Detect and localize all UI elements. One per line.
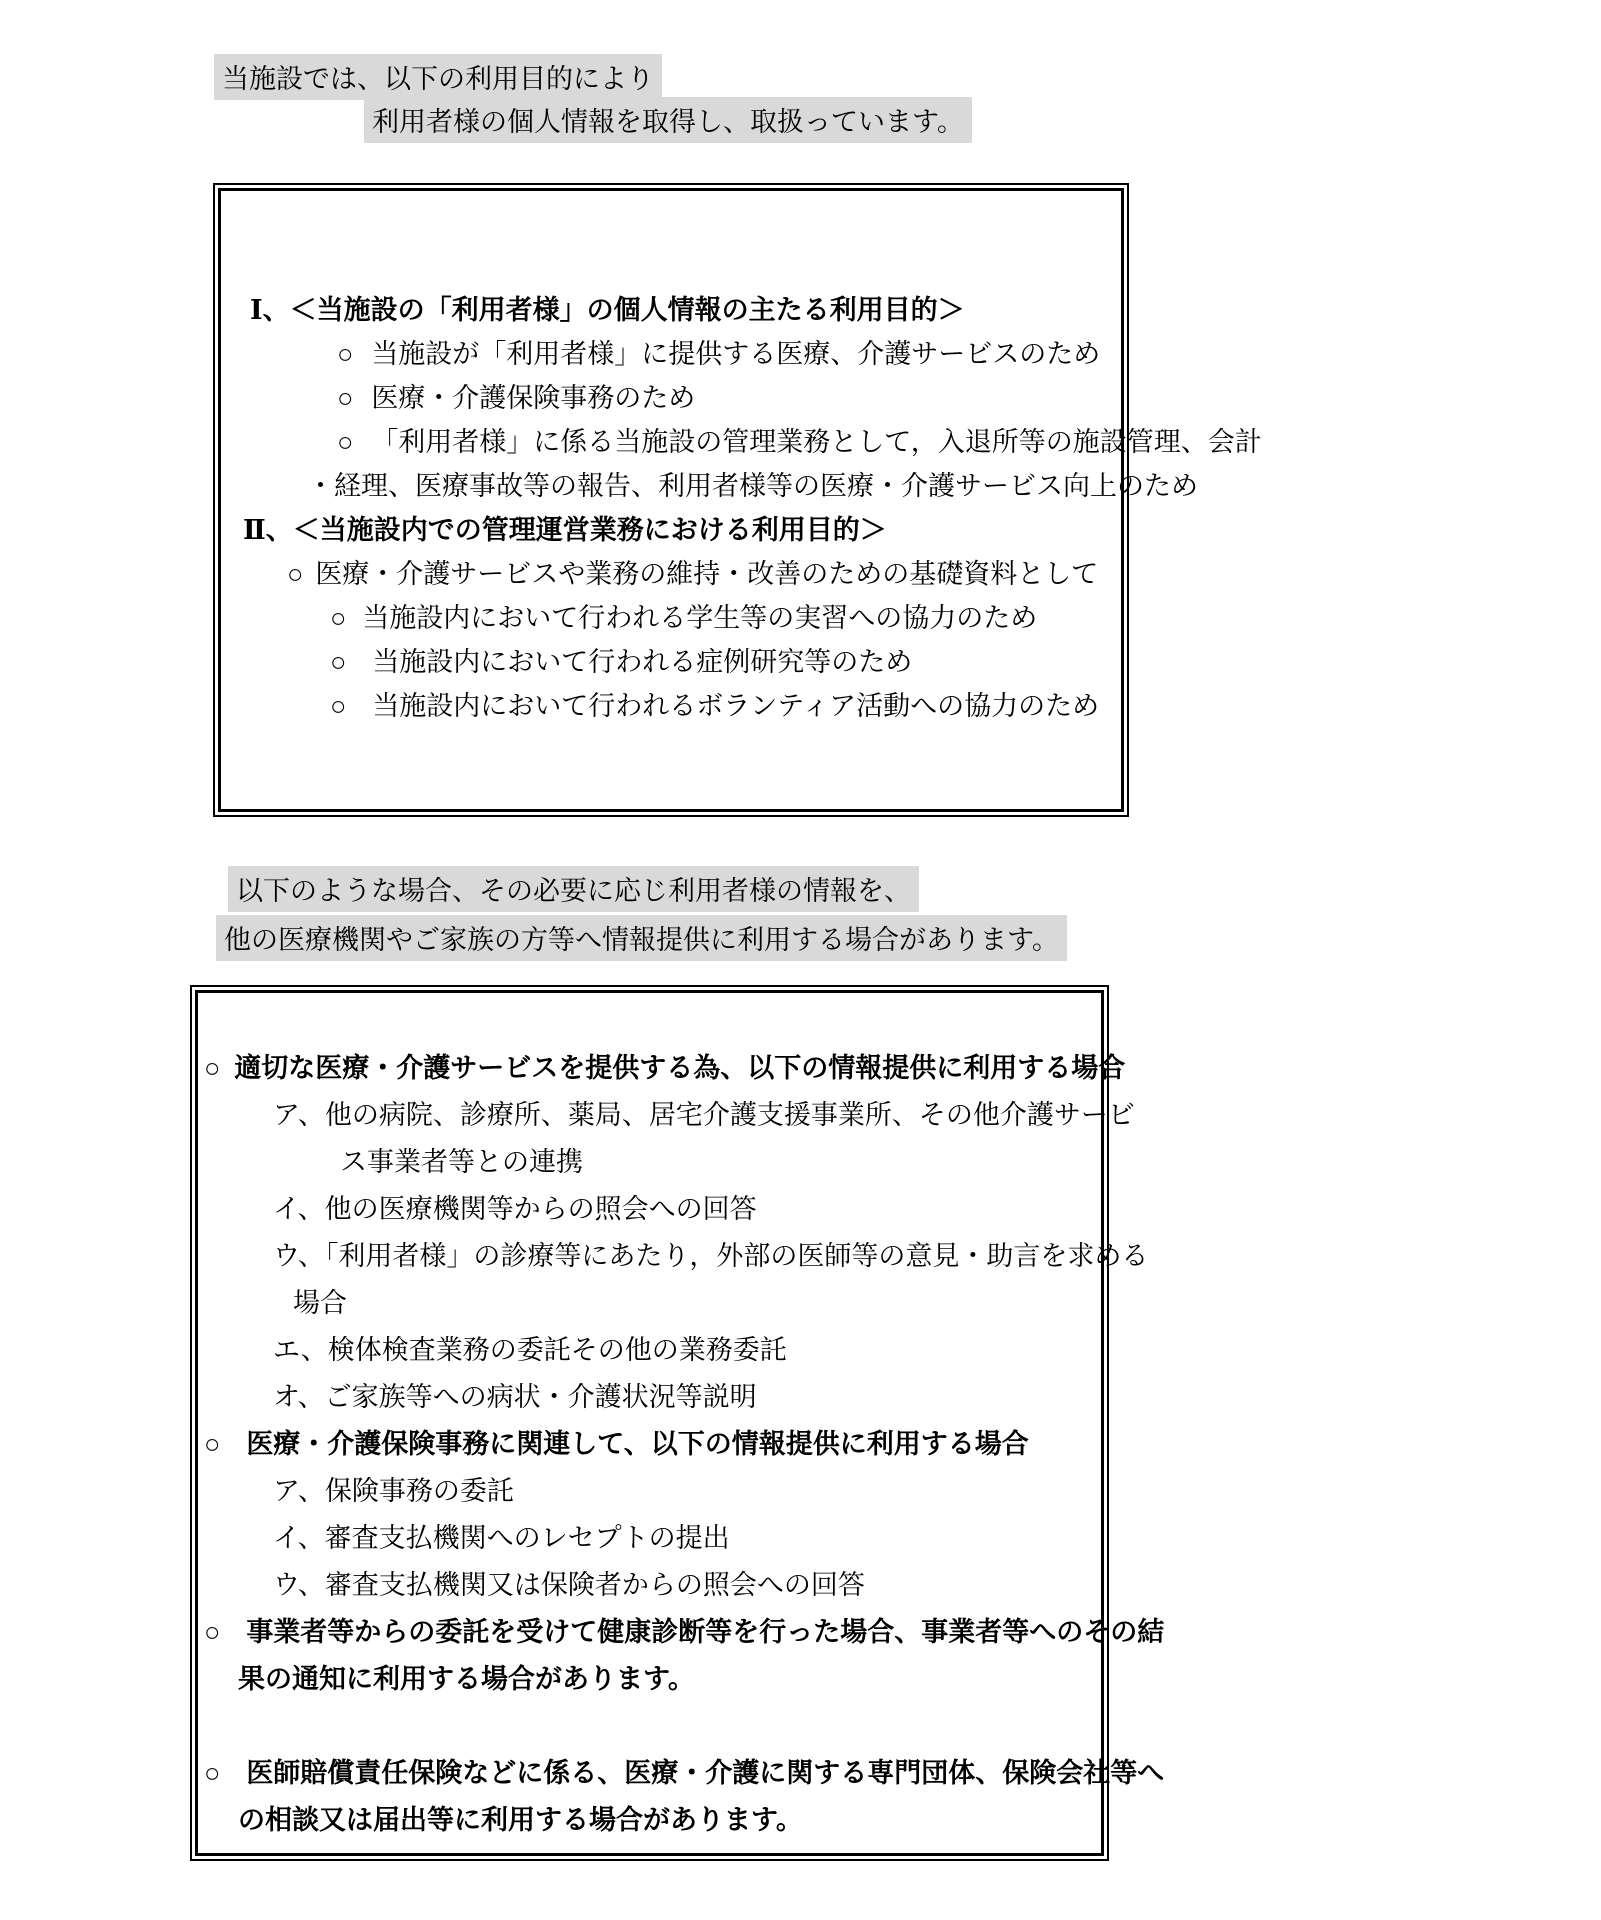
purpose-box-content <box>218 188 1262 812</box>
section2-heading: Ⅱ、＜当施設内での管理運営業務における利用目的＞ <box>243 515 887 545</box>
group1-item-u: ウ、「利用者様」の診療等にあたり，外部の医師等の意見・助言を求める <box>273 1241 1149 1271</box>
section2-sub-2 <box>330 640 1121 684</box>
section2-sub-1-text: 当施設内において行われる学生等の実習への協力のため <box>362 603 1038 633</box>
purpose-box <box>213 183 1262 817</box>
circle-bullet-icon: ○ <box>337 383 354 413</box>
section1-heading: Ⅰ、＜当施設の「利用者様」の個人情報の主たる利用目的＞ <box>250 295 965 325</box>
group3-line-2: 果の通知に利用する場合があります。 <box>238 1664 695 1694</box>
circle-bullet-icon: ○ <box>330 603 347 633</box>
notice-line-1 <box>228 866 919 912</box>
circle-bullet-icon: ○ <box>330 691 347 721</box>
circle-bullet-icon: ○ <box>337 427 354 457</box>
spacer <box>198 1703 1101 1750</box>
section2-sub-2-text: 当施設内において行われる症例研究等のため <box>372 647 913 677</box>
group1-item-o: オ、ご家族等への病状・介護状況等説明 <box>273 1382 757 1412</box>
intro-line-2 <box>364 97 972 143</box>
circle-bullet-icon: ○ <box>330 647 347 677</box>
circle-bullet-icon: ○ <box>204 1758 221 1788</box>
section1-item-3-text: 「利用者様」に係る当施設の管理業務として，入退所等の施設管理、会計 <box>371 427 1262 457</box>
section1-item-1-text: 当施設が「利用者様」に提供する医療、介護サービスのため <box>371 339 1101 369</box>
notice-line-1-text: 以下のような場合、その必要に応じ利用者様の情報を、 <box>228 866 919 912</box>
intro-line-1-text: 当施設では、以下の利用目的により <box>214 54 662 100</box>
group2-heading <box>204 1421 1101 1468</box>
section2-sub-1 <box>330 596 1121 640</box>
group3-line-1 <box>204 1609 1165 1656</box>
section1-item-1 <box>337 332 1121 376</box>
group4-line-1-text: 医師賠償責任保険などに係る、医療・介護に関する専門団体、保険会社等へ <box>246 1758 1165 1788</box>
group1-heading <box>204 1045 1126 1092</box>
group2-item-u: ウ、審査支払機関又は保険者からの照会への回答 <box>273 1570 865 1600</box>
group4-line-2: の相談又は届出等に利用する場合があります。 <box>238 1805 803 1835</box>
circle-bullet-icon: ○ <box>204 1617 221 1647</box>
provision-box-content <box>195 990 1165 1856</box>
section1-item-3 <box>337 420 1262 464</box>
intro-line-1 <box>214 54 662 100</box>
group2-item-a: ア、保険事務の委託 <box>273 1476 514 1506</box>
group1-item-a: ア、他の病院、診療所、薬局、居宅介護支援事業所、その他介護サービ <box>273 1100 1135 1130</box>
notice-line-2-text: 他の医療機関やご家族の方等へ情報提供に利用する場合があります。 <box>216 915 1067 961</box>
group1-item-i: イ、他の医療機関等からの照会への回答 <box>273 1194 757 1224</box>
intro-line-2-text: 利用者様の個人情報を取得し、取扱っています。 <box>364 97 972 143</box>
section2-item-1 <box>287 552 1121 596</box>
group1-item-u-continuation: 場合 <box>293 1288 347 1318</box>
circle-bullet-icon: ○ <box>204 1053 221 1083</box>
section2-item-1-text: 医療・介護サービスや業務の維持・改善のための基礎資料として <box>315 559 1099 589</box>
group1-item-e: エ、検体検査業務の委託その他の業務委託 <box>273 1335 787 1365</box>
group3-line-1-text: 事業者等からの委託を受けて健康診断等を行った場合、事業者等へのその結 <box>246 1617 1165 1647</box>
section1-item-2 <box>337 376 1121 420</box>
notice-line-2 <box>216 915 1067 961</box>
group1-heading-text: 適切な医療・介護サービスを提供する為、以下の情報提供に利用する場合 <box>234 1053 1126 1083</box>
group4-line-1 <box>204 1750 1165 1797</box>
section2-sub-3 <box>330 684 1121 728</box>
section1-item-3-continuation: ・経理、医療事故等の報告、利用者様等の医療・介護サービス向上のため <box>307 471 1198 501</box>
group2-heading-text: 医療・介護保険事務に関連して、以下の情報提供に利用する場合 <box>246 1429 1029 1459</box>
group1-item-a-continuation: ス事業者等との連携 <box>340 1147 583 1177</box>
provision-box <box>190 985 1165 1861</box>
group2-item-i: イ、審査支払機関へのレセプトの提出 <box>273 1523 730 1553</box>
circle-bullet-icon: ○ <box>287 559 304 589</box>
section2-sub-3-text: 当施設内において行われるボランティア活動への協力のため <box>372 691 1100 721</box>
circle-bullet-icon: ○ <box>204 1429 221 1459</box>
circle-bullet-icon: ○ <box>337 339 354 369</box>
section1-item-2-text: 医療・介護保険事務のため <box>371 383 696 413</box>
